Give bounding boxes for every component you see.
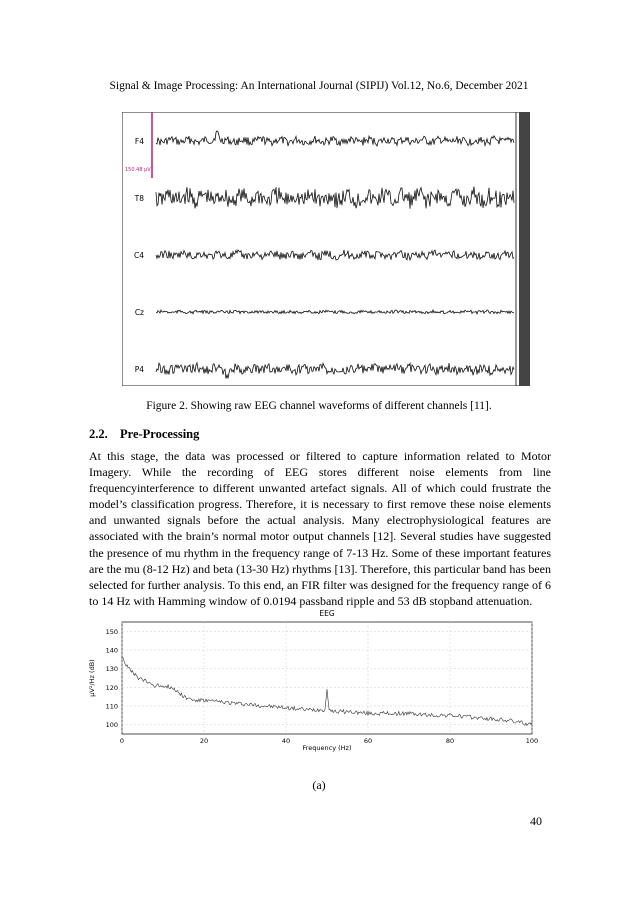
channel-label-c4: C4 xyxy=(133,251,144,260)
psd-chart xyxy=(84,604,544,758)
eeg-scrollbar xyxy=(519,112,530,386)
eeg-panel-border xyxy=(122,112,530,386)
x-tick-label: 0 xyxy=(119,737,125,745)
y-tick-label: 140 xyxy=(105,646,118,655)
section-number: 2.2. xyxy=(89,427,108,441)
psd-xlabel: Frequency (Hz) xyxy=(302,744,352,752)
channel-label-f4: F4 xyxy=(134,137,144,146)
channel-label-p4: P4 xyxy=(134,365,144,374)
psd-ylabel: µV²/Hz (dB) xyxy=(88,659,96,697)
figure-2-caption: Figure 2. Showing raw EEG channel waveforms of different channels [11]. xyxy=(146,400,492,412)
channel-label-cz: Cz xyxy=(134,308,144,317)
x-tick-label: 100 xyxy=(525,737,539,745)
y-tick-label: 120 xyxy=(105,683,118,692)
section-heading xyxy=(89,427,199,442)
section-title: Pre-Processing xyxy=(120,427,200,441)
eeg-channels-figure xyxy=(122,112,530,386)
y-tick-label: 130 xyxy=(105,665,118,674)
psd-plot-frame xyxy=(122,622,532,734)
x-tick-label: 60 xyxy=(363,737,373,745)
page-number: 40 xyxy=(530,814,542,828)
x-tick-label: 80 xyxy=(445,737,455,745)
channel-label-t8: T8 xyxy=(134,194,144,203)
body-paragraph: At this stage, the data was processed or filtered to capture information related to Motor Imagery. While the recording of EEG stores different noise elements from line frequencyinterference to different unwanted artefact signals. All of which could frustrate the model’s classification progress. Therefore, it is necessary to first remove these noise elements and unwanted signals before the actual analysis. Many electrophysiological features are associated with the brain’s normal motor output channels [12]. Several studies have suggested the presence of mu rhythm in the frequency range of 7-13 Hz. Some of these important features are the mu (8-12 Hz) and beta (13-30 Hz) rhythms [13]. Therefore, this particular band has been selected for further analysis. To this end, an FIR filter was designed for the frequency range of 6 to 14 Hz with Hamming window of 0.0194 passband ripple and 53 dB stopband attenuation. xyxy=(89,449,551,608)
psd-title: EEG xyxy=(319,609,335,618)
y-tick-label: 100 xyxy=(105,721,118,730)
y-tick-label: 110 xyxy=(105,702,118,711)
running-header: Signal & Image Processing: An International Journal (SIPIJ) Vol.12, No.6, December 2021 xyxy=(109,80,529,92)
scale-bar-label: 150.48 µV xyxy=(125,167,151,173)
x-tick-label: 40 xyxy=(281,737,291,745)
x-tick-label: 20 xyxy=(199,737,209,745)
figure-3a-caption: (a) xyxy=(312,778,326,792)
y-tick-label: 150 xyxy=(105,627,118,636)
